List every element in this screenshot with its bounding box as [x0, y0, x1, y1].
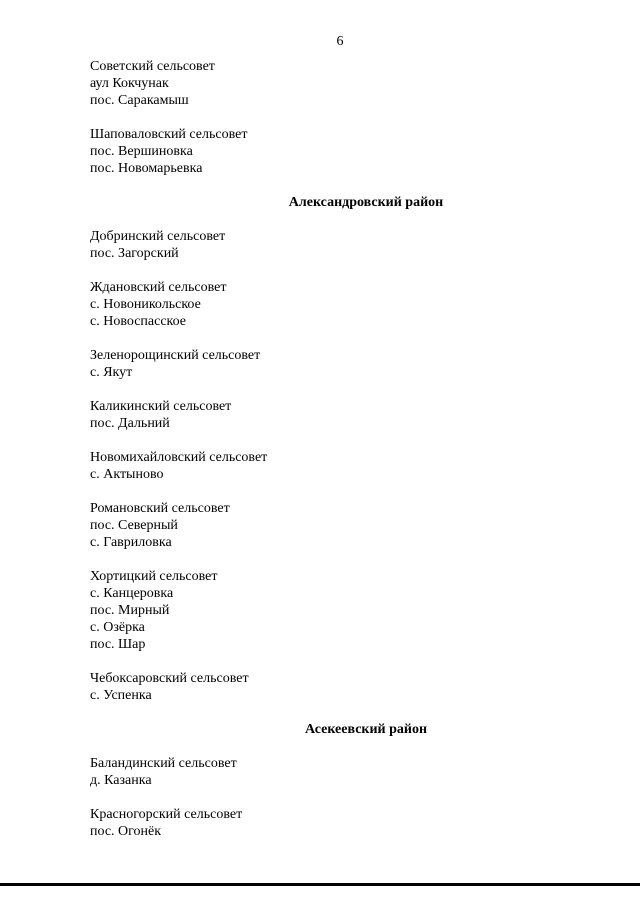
settlement-group [90, 670, 590, 704]
settlement-group [90, 398, 590, 432]
settlement-name: пос. Мирный [90, 603, 170, 618]
council-name: Красногорский сельсовет [90, 807, 243, 822]
settlement-group [90, 279, 590, 330]
district-heading: Александровский район [288, 195, 444, 210]
settlement-name: пос. Загорский [90, 246, 179, 261]
council-name: Баландинский сельсовет [90, 756, 237, 771]
settlement-name: пос. Вершиновка [90, 144, 193, 159]
settlement-name: с. Канцеровка [90, 586, 174, 601]
settlement-group [90, 806, 590, 840]
settlement-name: пос. Огонёк [90, 824, 162, 839]
settlement-name: с. Новоникольское [90, 297, 201, 312]
settlement-group [90, 755, 590, 789]
settlement-name: пос. Шар [90, 637, 146, 652]
settlement-name: пос. Дальний [90, 416, 170, 431]
settlement-name: с. Озёрка [90, 620, 145, 635]
council-name: Советский сельсовет [90, 59, 215, 74]
settlement-name: с. Гавриловка [90, 535, 172, 550]
council-name: Каликинский сельсовет [90, 399, 232, 414]
council-name: Чебоксаровский сельсовет [90, 671, 249, 686]
settlement-group [90, 347, 590, 381]
settlement-name: пос. Саракамыш [90, 93, 189, 108]
document-body [90, 58, 590, 857]
settlement-group [90, 126, 590, 177]
district-heading: Асекеевский район [304, 722, 428, 737]
council-name: Зеленорощинский сельсовет [90, 348, 261, 363]
settlement-group [90, 500, 590, 551]
settlement-name: с. Новоспасское [90, 314, 187, 329]
settlement-group [90, 228, 590, 262]
council-name: Романовский сельсовет [90, 501, 230, 516]
settlement-name: с. Успенка [90, 688, 152, 703]
settlement-group [90, 568, 590, 653]
council-name: Добринский сельсовет [90, 229, 226, 244]
council-name: Ждановский сельсовет [90, 280, 227, 295]
settlement-name: аул Кокчунак [90, 76, 169, 91]
settlement-name: пос. Северный [90, 518, 178, 533]
council-name: Новомихайловский сельсовет [90, 450, 268, 465]
council-name: Шаповаловский сельсовет [90, 127, 248, 142]
settlement-name: пос. Новомарьевка [90, 161, 203, 176]
council-name: Хортицкий сельсовет [90, 569, 218, 584]
settlement-group [90, 58, 590, 109]
settlement-name: д. Казанка [90, 773, 152, 788]
settlement-name: с. Актыново [90, 467, 164, 482]
bottom-rule [0, 883, 640, 886]
page-number: 6 [336, 34, 344, 49]
settlement-name: с. Якут [90, 365, 133, 380]
settlement-group [90, 449, 590, 483]
